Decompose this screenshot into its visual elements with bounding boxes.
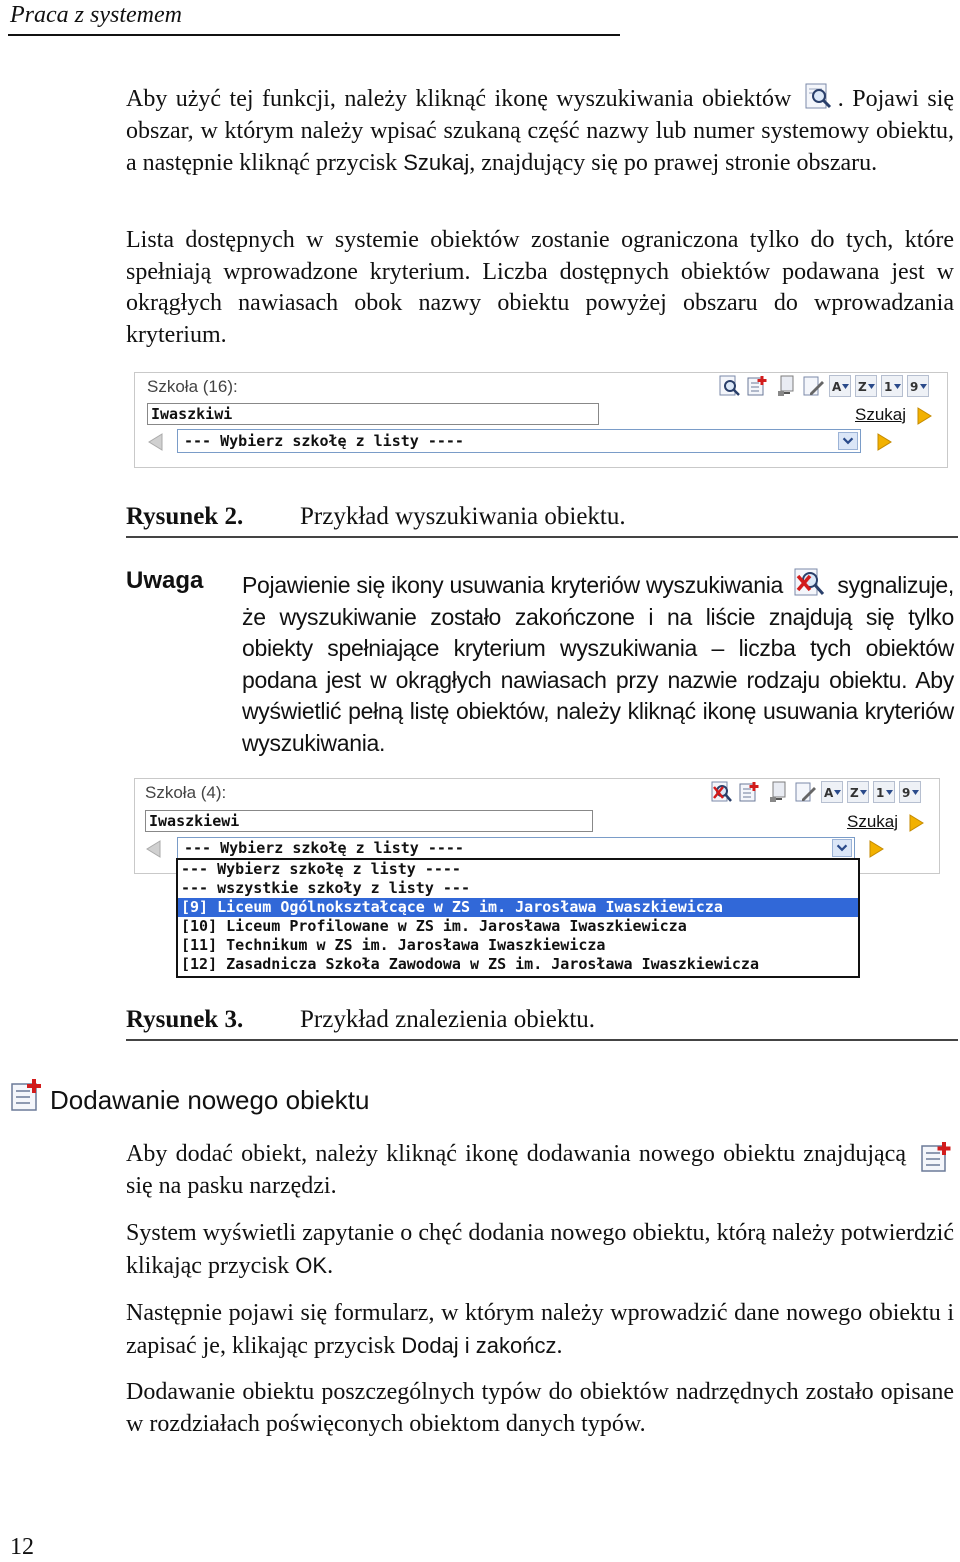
dropdown-option-selected[interactable]: [9] Liceum Ogólnokształcące w ZS im. Jarosława Iwaszkiewicza [178,898,858,917]
search-input[interactable]: Iwaszkiewi [145,810,593,832]
search-link[interactable]: Szukaj [847,812,899,831]
caption-number: Rysunek 2. [126,503,244,530]
svg-text:A: A [824,786,834,800]
sort-za-icon[interactable] [855,375,877,397]
chevron-down-icon [838,432,858,450]
svg-text:9: 9 [910,380,919,394]
note-text: Pojawienie się ikony usuwania kryteriów wyszukiwania [242,572,790,598]
paragraph-form [126,1298,954,1362]
note-text: sygnalizuje, że wyszukiwanie zostało zakończone i na liście znajdują się tylko obiekty spełniające kryterium wyszukiwania – liczba tych obiektów podana jest w okrągłych nawiasach przy nazwie rodzaju obiektu. Aby wyświetlić pełną listę obiektów, należy kliknąć ikonę usuwania kryteriów wyszukiwania. [242,572,954,756]
add-icon [10,1078,44,1112]
school-select[interactable] [177,837,855,859]
sort-az-icon[interactable] [829,375,851,397]
delete-icon[interactable] [767,781,789,803]
select-value: --- Wybierz szkołę z listy ---- [184,432,464,450]
svg-text:1: 1 [876,786,885,800]
figure-caption [126,1003,958,1041]
school-select[interactable] [177,429,861,453]
caption-text: Przykład znalezienia obiektu. [300,1006,596,1033]
paragraph-text: Aby dodać obiekt, należy kliknąć ikonę dodawania nowego obiektu znajdującą się na pasku narzędzi. [126,1141,906,1199]
sort-19-icon[interactable] [873,781,895,803]
paragraph-text: System wyświetli zapytanie o chęć dodania nowego obiektu, którą należy potwierdzić klikając przycisk [126,1220,954,1279]
paragraph-text: . [556,1332,563,1359]
svg-text:9: 9 [902,786,911,800]
running-header: Praca z systemem [10,2,182,28]
paragraph-text: Aby użyć tej funkcji, należy kliknąć ikonę wyszukiwania obiektów [126,86,800,112]
sort-91-icon[interactable] [899,781,921,803]
add-icon [920,1141,954,1173]
arrow-right-icon[interactable] [875,433,893,451]
delete-icon[interactable] [775,375,797,397]
dropdown-option[interactable]: --- wszystkie szkoły z listy --- [181,879,470,897]
svg-text:1: 1 [884,380,893,394]
edit-icon[interactable] [803,375,825,397]
paragraph-search-result: Lista dostępnych w systemie obiektów zostanie ograniczona tylko do tych, które spełniają wprowadzone kryterium. Liczba dostępnych obiektów podawana jest w okrągłych nawiasach obok nazwy obiektu powyżej obszaru do wprowadzania kryterium. [126,227,954,348]
object-type-label: Szkoła (16): [147,377,238,396]
sort-za-icon[interactable] [847,781,869,803]
paragraph-search-intro [126,82,954,180]
school-dropdown-list [176,858,860,978]
page-number: 12 [10,1534,34,1560]
arrow-right-icon[interactable] [915,407,933,425]
paragraph-text: . Pojawi się obszar, w którym należy wpisać szukaną część nazwy lub numer systemowy obiektu, a następnie kliknąć przycisk [126,86,955,176]
chevron-down-icon [832,839,852,857]
sort-19-icon[interactable] [881,375,903,397]
paragraph-text: Następnie pojawi się formularz, w którym należy wprowadzić dane nowego obiektu i zapisać je, klikając przycisk [126,1300,954,1359]
object-type-label: Szkoła (4): [145,783,227,802]
search-icon [804,82,834,110]
caption-number: Rysunek 3. [126,1006,244,1033]
svg-text:A: A [832,380,842,394]
add-icon[interactable] [747,375,769,397]
ok-button-name: OK [295,1252,328,1278]
paragraph-types: Dodawanie obiektu poszczególnych typów do obiektów nadrzędnych zostało opisane w rozdziałach poświęconych obiektom danych typów. [126,1379,954,1437]
paragraph-confirm [126,1218,954,1282]
dropdown-option[interactable]: [11] Technikum w ZS im. Jarosława Iwaszkiewicza [181,936,606,954]
section-heading: Dodawanie nowego obiektu [50,1085,370,1115]
add-finish-button-name: Dodaj i zakończ [401,1332,557,1358]
dropdown-option[interactable]: [12] Zasadnicza Szkoła Zawodowa w ZS im. Jarosława Iwaszkiewicza [181,955,759,973]
header-rule [8,34,620,36]
clear-search-icon[interactable] [711,781,733,803]
caption-text: Przykład wyszukiwania obiektu. [300,503,626,530]
figure-caption [126,500,958,538]
svg-text:Z: Z [850,786,859,800]
arrow-left-icon[interactable] [147,433,165,451]
clear-search-icon [793,567,827,597]
paragraph-text: , znajdujący się po prawej stronie obszaru. [469,150,878,176]
dropdown-option[interactable]: [10] Liceum Profilowane w ZS im. Jarosława Iwaszkiewicza [181,917,687,935]
arrow-right-icon[interactable] [907,814,925,832]
search-panel-figure2 [134,372,948,468]
paragraph-text: . [327,1252,334,1279]
sort-az-icon[interactable] [821,781,843,803]
dropdown-option[interactable]: --- Wybierz szkołę z listy ---- [181,860,461,878]
szukaj-button-name: Szukaj [403,150,470,175]
note-body [242,567,954,759]
search-input[interactable]: Iwaszkiwi [147,403,599,425]
sort-91-icon[interactable] [907,375,929,397]
select-value: --- Wybierz szkołę z listy ---- [184,839,464,857]
edit-icon[interactable] [795,781,817,803]
arrow-left-icon[interactable] [145,840,163,858]
add-icon[interactable] [739,781,761,803]
arrow-right-icon[interactable] [867,840,885,858]
search-icon[interactable] [719,375,741,397]
note-label: Uwaga [126,567,204,594]
paragraph-add-intro [126,1139,954,1202]
search-link[interactable]: Szukaj [855,405,907,424]
svg-text:Z: Z [858,380,867,394]
